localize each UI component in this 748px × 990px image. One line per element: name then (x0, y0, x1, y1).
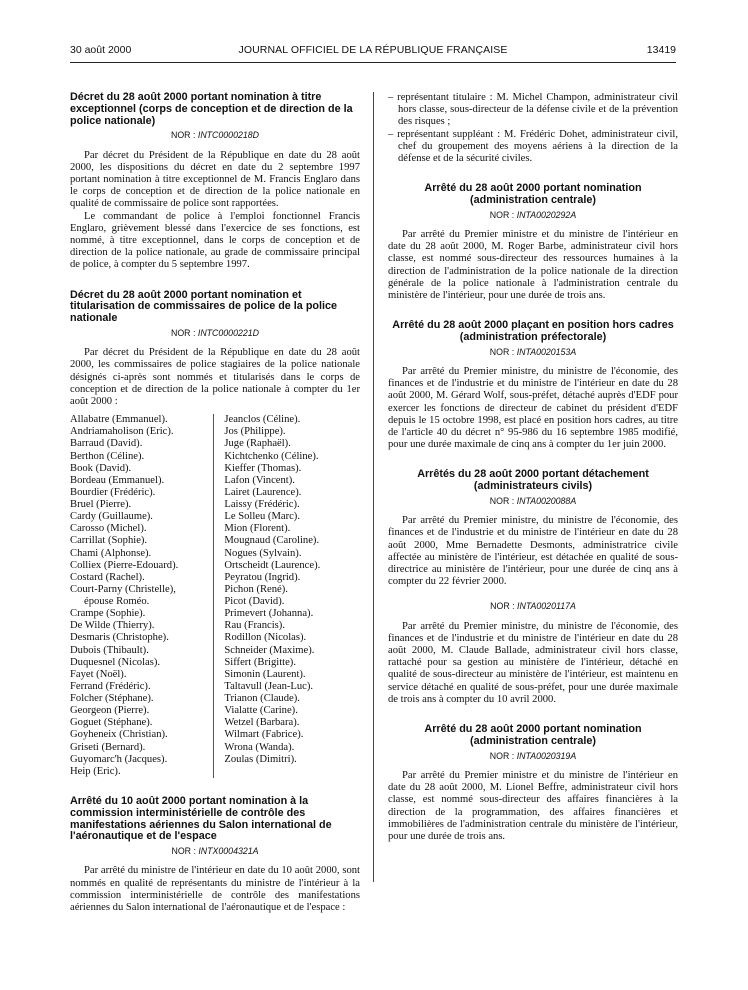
name-entry: Juge (Raphaël). (224, 438, 291, 450)
names-list (70, 414, 360, 778)
name-entry: Ferrand (Frédéric). (70, 680, 151, 692)
name-entry: Chami (Alphonse). (70, 547, 152, 559)
name-entry: Crampe (Sophie). (70, 608, 146, 620)
paragraph: Par décret du Président de la République en date du 28 août 2000, les dispositions du décret en date du 2 septembre 1997 portant nomination à titre exceptionnel de M. Francis Englaro dans le corps de conception et de direction de la police nationale en qualité de commissaire de police sont rapportées. (70, 149, 360, 210)
name-entry: Peyratou (Ingrid). (224, 571, 301, 583)
header-date: 30 août 2000 (70, 44, 132, 56)
name-entry: Trianon (Claude). (224, 693, 300, 705)
nor-reference: NOR : INTC0000218D (170, 130, 259, 141)
name-entry: Barraud (David). (70, 438, 143, 450)
name-entry: Duquesnel (Nicolas). (70, 656, 161, 668)
name-entry: Mougnaud (Caroline). (224, 535, 320, 547)
name-entry: Pichon (René). (224, 583, 288, 595)
name-entry: Folcher (Stéphane). (70, 693, 154, 705)
paragraph: Par arrêté du Premier ministre et du ministre de l'intérieur en date du 28 août 2000, M. Roger Barbe, administrateur civil hors classe, est nommé sous-directeur des ressources humaines à la direction de l'administration de la police nationale de la direction générale de la police nationale à l'administration centrale du ministère de l'intérieur, pour une durée de trois ans. (388, 229, 678, 302)
name-entry: Carrillat (Sophie). (70, 535, 148, 547)
nor-reference: NOR : INTA0020117A (490, 601, 576, 612)
name-entry: Carosso (Michel). (70, 523, 147, 535)
name-entry: Vialatte (Carine). (224, 705, 298, 717)
name-entry: Allabatre (Emmanuel). (70, 414, 168, 426)
paragraph: Par arrêté du Premier ministre, du ministre de l'économie, des finances et de l'industrie et du ministre de l'intérieur en date du 28 août 2000, Mme Bernadette Desmonts, administratrice civile affectée au ministère de l'intérieur, est détachée en qualité de sous-directrice au ministère de l'intérieur, pour une durée de cinq ans à compter du 22 février 2000. (388, 515, 678, 588)
paragraph: Le commandant de police à l'emploi fonctionnel Francis Englaro, grièvement blessé dans l'exercice de ses fonctions, est nommé, à titre exceptionnel, dans le corps de conception et de direction de la police nationale, au grade de commissaire principal de police, à compter du 5 septembre 1997. (70, 210, 360, 271)
header-page-number: 13419 (646, 44, 676, 56)
name-entry: Schneider (Maxime). (224, 644, 315, 656)
name-entry: Jeanclos (Céline). (224, 414, 301, 426)
name-entry: Nogues (Sylvain). (224, 547, 302, 559)
name-entry: Georgeon (Pierre). (70, 705, 150, 717)
name-entry: Heip (Eric). (70, 765, 121, 777)
header-journal-title: JOURNAL OFFICIEL DE LA RÉPUBLIQUE FRANÇAISE (238, 44, 508, 56)
name-entry: Court-Parny (Christelle), (70, 583, 176, 595)
header-rule (70, 62, 676, 63)
list-item: – représentant titulaire : M. Michel Champon, administrateur civil hors classe, sous-directeur de la défense civile et de la prévention des risques ; (388, 92, 678, 128)
name-entry: Zoulas (Dimitri). (224, 753, 297, 765)
name-entry: Bordeau (Emmanuel). (70, 474, 165, 486)
name-entry: Andriamaholison (Eric). (70, 426, 174, 438)
nor-reference: NOR : INTA0020153A (489, 346, 577, 357)
name-entry: Laissy (Frédéric). (224, 499, 300, 511)
paragraph: Par arrêté du Premier ministre, du ministre de l'économie, des finances et de l'industrie et du ministre de l'intérieur en date du 28 août 2000, M. Claude Ballade, administrateur civil hors classe, rattaché pour sa gestion au ministère de l'intérieur, détaché en qualité de sous-directeur au ministère de l'intérieur, est maintenu en service détaché en qualité de sous-préfet, pour une durée maximale de trois ans à compter du 10 avril 2000. (388, 620, 678, 705)
order-title: Arrêtés du 28 août 2000 portant détachement (administrateurs civils) (417, 468, 649, 493)
name-entry: Goyheneix (Christian). (70, 729, 168, 741)
name-entry: Lafon (Vincent). (224, 474, 295, 486)
name-entry: Ortscheidt (Laurence). (224, 559, 321, 571)
name-entry: Wilmart (Fabrice). (224, 729, 304, 741)
name-entry: Colliex (Pierre-Edouard). (70, 559, 179, 571)
name-entry: Wrona (Wanda). (224, 741, 295, 753)
name-entry: Dubois (Thibault). (70, 644, 149, 656)
name-entry: Kieffer (Thomas). (224, 462, 302, 474)
name-entry: Mion (Florent). (224, 523, 291, 535)
nor-reference: NOR : INTA0020292A (489, 209, 577, 220)
name-entry: Cardy (Guillaume). (70, 511, 153, 523)
name-entry: Primevert (Johanna). (224, 608, 314, 620)
name-entry: De Wilde (Thierry). (70, 620, 155, 632)
name-entry: Simonin (Laurent). (224, 668, 306, 680)
name-entry: Bruel (Pierre). (70, 499, 132, 511)
name-entry: Taltavull (Jean-Luc). (224, 680, 314, 692)
paragraph: Par arrêté du Premier ministre et du ministre de l'intérieur en date du 28 août 2000, M. Lionel Beffre, administrateur civil hors classe, est nommé sous-directeur des affaires financières à la direction de la programmation, des affaires financières et immobilières de l'administration centrale du ministère de l'intérieur, pour une durée de trois ans. (388, 769, 678, 842)
name-entry: Kichtchenko (Céline). (224, 450, 319, 462)
order-title: Arrêté du 10 août 2000 portant nomination à la commission interministérielle de contrôle des manifestations aériennes du Salon international de l'aéronautique et de l'espace (70, 794, 332, 843)
nor-reference: NOR : INTX0004321A (171, 846, 259, 857)
order-title: Arrêté du 28 août 2000 plaçant en position hors cadres (administration préfectorale) (392, 319, 674, 344)
name-entry: Guyomarc'h (Jacques). (70, 753, 168, 765)
name-entry: Costard (Rachel). (70, 571, 145, 583)
name-entry: Picot (David). (224, 596, 285, 608)
left-column (70, 92, 360, 914)
nor-reference: NOR : INTA0020319A (489, 750, 577, 761)
decree-title: Décret du 28 août 2000 portant nomination et titularisation de commissaires de police de la police nationale (70, 288, 338, 325)
column-separator (373, 92, 374, 882)
name-entry: Jos (Philippe). (224, 426, 286, 438)
name-entry: Goguet (Stéphane). (70, 717, 153, 729)
name-entry: Lairet (Laurence). (224, 486, 302, 498)
names-column-1 (70, 414, 213, 778)
name-entry: Griseti (Bernard). (70, 741, 146, 753)
order-title: Arrêté du 28 août 2000 portant nomination (administration centrale) (424, 182, 642, 207)
name-entry: Fayet (Noël). (70, 668, 127, 680)
name-entry: Rodillon (Nicolas). (224, 632, 307, 644)
nor-reference: NOR : INTC0000221D (170, 328, 259, 339)
name-entry: épouse Roméo. (84, 596, 150, 608)
name-entry: Bourdier (Frédéric). (70, 486, 156, 498)
name-entry: Berthon (Céline). (70, 450, 145, 462)
name-entry: Book (David). (70, 462, 132, 474)
name-entry: Le Solleu (Marc). (224, 511, 300, 523)
paragraph: Par décret du Président de la République en date du 28 août 2000, les commissaires de police stagiaires de la police nationale désignés ci-après sont nommés et titularisés dans le corps de conception et de direction de la police nationale à compter du 1er août 2000 : (70, 347, 360, 408)
name-entry: Desmaris (Christophe). (70, 632, 169, 644)
nor-reference: NOR : INTA0020088A (489, 496, 577, 507)
decree-title: Décret du 28 août 2000 portant nomination à titre exceptionnel (corps de conception et de direction de la police nationale) (70, 91, 353, 127)
names-column-2 (213, 414, 360, 778)
order-title: Arrêté du 28 août 2000 portant nomination (administration centrale) (424, 723, 642, 747)
name-entry: Siffert (Brigitte). (224, 656, 296, 668)
page-header (70, 44, 676, 60)
list-item: – représentant suppléant : M. Frédéric Dohet, administrateur civil, chef du groupement des moyens aériens à la direction de la défense et de la sécurité civiles. (388, 128, 678, 165)
paragraph: Par arrêté du ministre de l'intérieur en date du 10 août 2000, sont nommés en qualité de représentants du ministre de l'intérieur à la commission interministérielle de contrôle des manifestations aériennes du Salon international de l'aéronautique et de l'espace : (70, 865, 360, 913)
name-entry: Rau (Francis). (224, 620, 285, 632)
paragraph: Par arrêté du Premier ministre, du ministre de l'économie, des finances et de l'industrie et du ministre de l'intérieur en date du 28 août 2000, M. Gérard Wolf, sous-préfet, détaché auprès d'EDF pour exercer les fonctions de directeur de cabinet du président d'EDF depuis le 15 octobre 1998, est placé en position hors cadres, au titre de l'article 40 du décret n° 95-986 du 16 septembre 1985 modifié, pour une durée maximale de cinq ans à compter du 1er juin 2000. (388, 366, 678, 451)
name-entry: Wetzel (Barbara). (224, 717, 300, 729)
right-column (388, 92, 678, 843)
